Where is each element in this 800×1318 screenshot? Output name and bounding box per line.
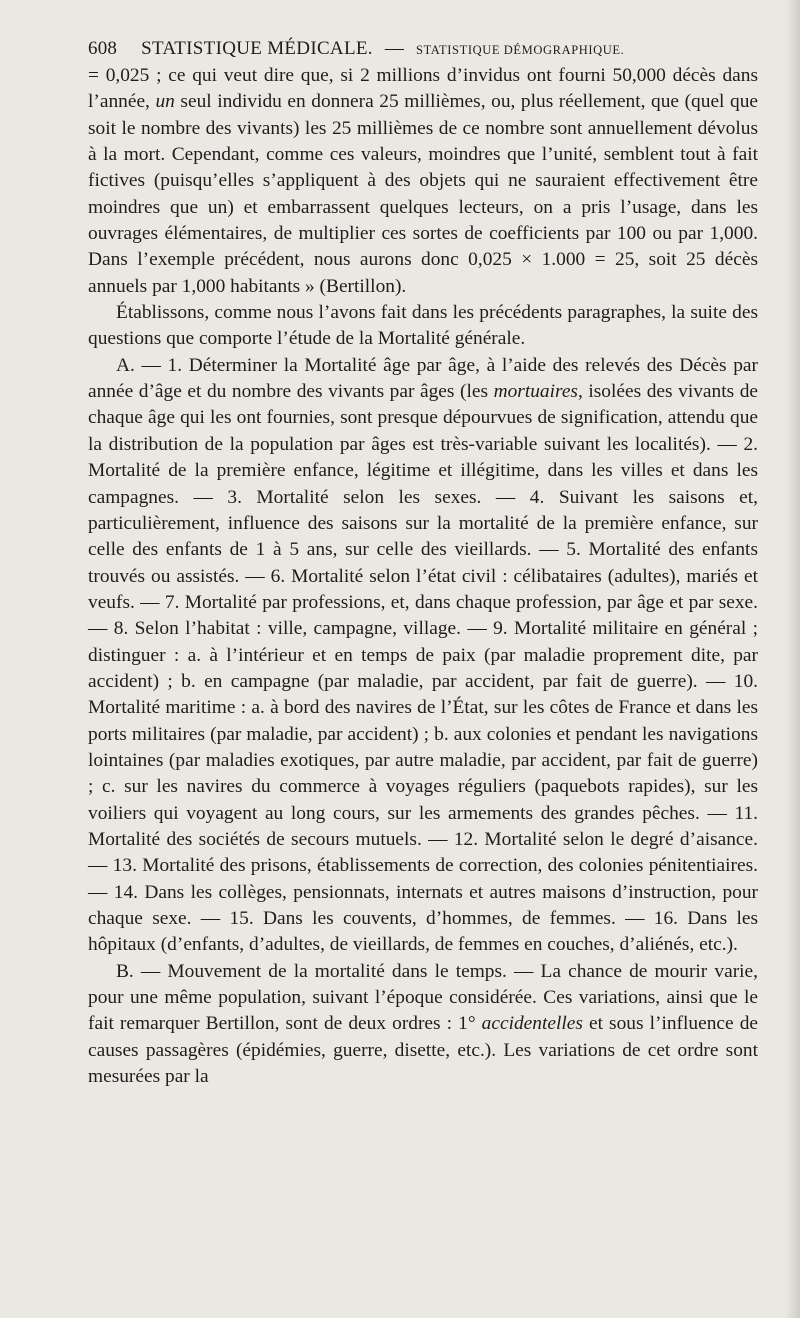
running-head-dash: — <box>384 38 405 59</box>
page-edge-shadow <box>786 0 800 1318</box>
running-head <box>88 38 758 60</box>
paragraph-section-b: B. — Mouvement de la mortalité dans le temps. — La chance de mourir varie, pour une même population, suivant l’époque considérée. Ces variations, ainsi que le fait remarquer Bertillon, sont de deux ordres : 1° accidentelles et sous l’influence de causes passagères (épidémies, guerre, disette, etc.). Les variations de cet ordre sont mesurées par la <box>88 960 758 1088</box>
running-title: STATISTIQUE MÉDICALE. <box>141 38 373 59</box>
paragraph-section-a: A. — 1. Déterminer la Mortalité âge par âge, à l’aide des relevés des Décès par année d’âge et du nombre des vivants par âges (les mortuaires, isolées des vivants de chaque âge qui les ont fournies, sont presque dépourvues de signification, attendu que la distribution de la population par âges est très-variable suivant les localités). — 2. Mortalité de la première enfance, légitime et illégitime, dans les villes et dans les campagnes. — 3. Mortalité selon les sexes. — 4. Suivant les saisons et, particulièrement, influence des saisons sur la mortalité de la première enfance, sur celle des enfants de 1 à 5 ans, sur celle des vieillards. — 5. Mortalité des enfants trouvés ou assistés. — 6. Mortalité selon l’état civil : célibataires (adultes), mariés et veufs. — 7. Mortalité par professions, et, dans chaque profession, par âge et par sexe. — 8. Selon l’habitat : ville, campagne, village. — 9. Mortalité militaire en général ; distinguer : a. à l’intérieur et en temps de paix (par maladie proprement dite, par accident) ; b. en campagne (par maladie, par accident, par fait de guerre). — 10. Mortalité maritime : a. à bord des navires de l’État, sur les côtes de France et dans les ports militaires (par maladie, par accident) ; b. aux colonies et pendant les navigations lointaines (par maladies exotiques, par autre maladie, par accident, par fait de guerre) ; c. sur les navires du commerce à voyages réguliers (paquebots rapides), sur les voiliers qui voyagent au long cours, sur les armements des grandes pêches. — 11. Mortalité des sociétés de secours mutuels. — 12. Mortalité selon le degré d’aisance. — 13. Mortalité des prisons, établissements de correction, des colonies pénitentiaires. — 14. Dans les collèges, pensionnats, internats et autres maisons d’instruction, pour chaque sexe. — 15. Dans les couvents, d’hommes, de femmes. — 16. Dans les hôpitaux (d’enfants, d’adultes, de vieillards, de femmes en couches, d’aliénés, etc.). <box>88 354 758 956</box>
page-number: 608 <box>88 38 118 59</box>
running-subtitle: STATISTIQUE DÉMOGRAPHIQUE. <box>416 43 625 57</box>
paragraph-continuation: = 0,025 ; ce qui veut dire que, si 2 millions d’invidus ont fourni 50,000 décès dans l’année, un seul individu en donnera 25 millièmes, ou, plus réellement, que (quel que soit le nombre des vivants) les 25 millièmes de ce nombre sont annuellement dévolus à la mort. Cependant, comme ces valeurs, moindres que l’unité, semblent tout à fait fictives (puisqu’elles s’appliquent à des objets qui ne sauraient effectivement être moindres que un) et embarrassent quelques lecteurs, on a pris l’usage, dans les ouvrages élémentaires, de multiplier ces sortes de coefficients par 100 ou par 1,000. Dans l’exemple précédent, nous aurons donc 0,025 × 1.000 = 25, soit 25 décès annuels par 1,000 habitants » (Bertillon). <box>88 65 758 297</box>
paragraph-intro-questions: Établissons, comme nous l’avons fait dans les précédents paragraphes, la suite des questions que comporte l’étude de la Mortalité générale. <box>88 302 758 350</box>
body-text <box>88 63 758 1090</box>
